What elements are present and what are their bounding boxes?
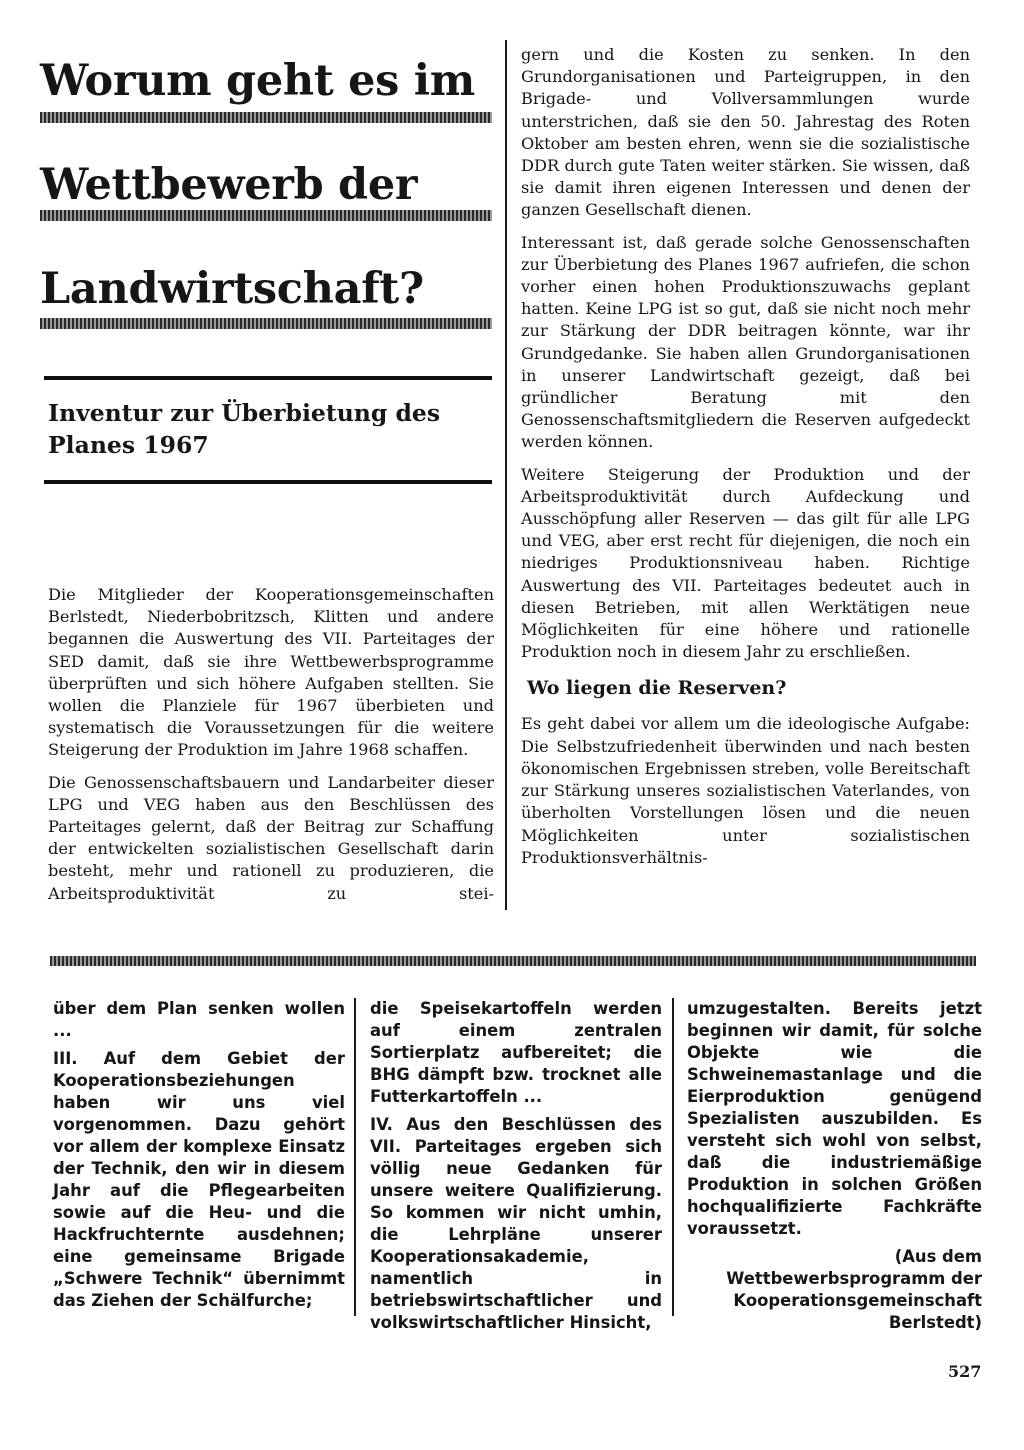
headline-line-3: Landwirtschaft? [40, 264, 424, 314]
hatch-rule-3 [40, 318, 492, 329]
section-heading: Wo liegen die Reserven? [527, 677, 787, 700]
bottom-column-2 [370, 998, 662, 1340]
headline-line-1: Worum geht es im [40, 56, 475, 106]
source-note: (Aus dem Wettbewerbsprogramm der Kooperationsgemeinschaft Berlstedt) [726, 1247, 982, 1332]
left-paragraph-2: Die Genossenschaftsbauern und Landarbeiter dieser LPG und VEG haben aus den Beschlüssen des Parteitages gelernt, daß der Beitrag zur Schaffung der entwickelten sozialistischen Gesellschaft darin besteht, mehr und rationell zu produzieren, die Arbeitsproduktivität zu stei- [48, 772, 494, 903]
bottom-col3-paragraph-1: umzugestalten. Bereits jetzt beginnen wir damit, für solche Objekte wie die Schweinemastanlage und die Eierproduktion genügend Spezialisten auszubilden. Es versteht sich wohl von selbst, daß die industriemäßige Produktion in solchen Größen hochqualifizierte Fachkräfte voraussetzt. [687, 999, 982, 1238]
column-divider [505, 40, 507, 910]
headline-line-2: Wettbewerb der [40, 160, 418, 210]
bottom-divider-1 [354, 998, 356, 1316]
right-paragraph-2: Interessant ist, daß gerade solche Genossenschaften zur Überbietung des Planes 1967 aufriefen, die schon vorher einen hohen Produktionszuwachs geplant hatten. Keine LPG ist so gut, daß sie nicht noch mehr zur Stärkung der DDR beitragen könnte, war ihr Grundgedanke. Sie haben allen Grundorganisationen in unserer Landwirtschaft gezeigt, daß bei gründlicher Beratung mit den Genossenschaftsmitgliedern die Reserven aufgedeckt werden können. [521, 232, 970, 452]
subtitle: Inventur zur Überbietung des Planes 1967 [48, 399, 441, 459]
bottom-col2-paragraph-1: die Speisekartoffeln werden auf einem zentralen Sortierplatz aufbereitet; die BHG dämpft bzw. trocknet alle Futterkartoffeln ... [370, 999, 662, 1106]
right-paragraph-4: Es geht dabei vor allem um die ideologische Aufgabe: Die Selbstzufriedenheit überwinden und nach besten ökonomischen Ergebnissen streben, volle Bereitschaft zur Stärkung unseres sozialistischen Vaterlandes, von überholten Vorstellungen lösen und die neuen Möglichkeiten unter sozialistischen Produktionsverhältnis- [521, 714, 970, 867]
bottom-col1-paragraph-1: über dem Plan senken wollen ... [53, 999, 345, 1040]
subtitle-top-rule [44, 376, 492, 380]
bottom-column-1 [53, 998, 345, 1318]
hatch-rule-2 [40, 210, 492, 221]
left-paragraph-1: Die Mitglieder der Kooperationsgemeinschaften Berlstedt, Niederbobritzsch, Klitten und andere begannen die Auswertung des VII. Parteitages der SED damit, daß sie ihre Wettbewerbsprogramme überprüften und sich höhere Aufgaben stellten. Sie wollen die Planziele für 1967 überbieten und systematisch die Voraussetzungen für die weitere Steigerung der Produktion im Jahre 1968 schaffen. [48, 585, 494, 760]
hatch-rule-1 [40, 112, 492, 123]
right-paragraph-1: gern und die Kosten zu senken. In den Grundorganisationen und Parteigruppen, in den Brigade- und Vollversammlungen wurde unterstrichen, daß sie den 50. Jahrestag des Roten Oktober am besten ehren, wenn sie die sozialistische DDR durch gute Taten weiter stärken. Sie wissen, daß sie damit ihren eigenen Interessen und denen der ganzen Gesellschaft dienen. [521, 45, 970, 220]
page-number: 527 [948, 1362, 982, 1381]
subtitle-bottom-rule [44, 480, 492, 484]
bottom-column-3 [687, 998, 982, 1340]
bottom-col2-paragraph-2: IV. Aus den Beschlüssen des VII. Parteitages ergeben sich völlig neue Gedanken für unsere weitere Qualifizierung. So kommen wir nicht umhin, die Lehrpläne unserer Kooperationsakademie, namentlich in betriebswirtschaftlicher und volkswirtschaftlicher Hinsicht, [370, 1115, 662, 1332]
left-column [48, 584, 494, 915]
bottom-col1-paragraph-2: III. Auf dem Gebiet der Kooperationsbeziehungen haben wir uns viel vorgenommen. Dazu gehört vor allem der komplexe Einsatz der Technik, den wir in diesem Jahr auf die Pflegearbeiten sowie auf die Heu- und die Hackfruchternte ausdehnen; eine gemeinsame Brigade „Schwere Technik“ übernimmt das Ziehen der Schälfurche; [53, 1049, 345, 1310]
bottom-divider-2 [672, 998, 674, 1316]
right-paragraph-3: Weitere Steigerung der Produktion und der Arbeitsproduktivität durch Aufdeckung und Ausschöpfung aller Reserven — das gilt für alle LPG und VEG, aber erst recht für diejenigen, die noch ein niedriges Produktionsniveau haben. Richtige Auswertung des VII. Parteitages bedeutet auch in diesen Betrieben, mit allen Werktätigen neue Möglichkeiten für eine höhere und rationelle Produktion noch in diesem Jahr zu erschließen. [521, 464, 970, 662]
section-divider [50, 956, 976, 966]
right-column [521, 44, 970, 879]
